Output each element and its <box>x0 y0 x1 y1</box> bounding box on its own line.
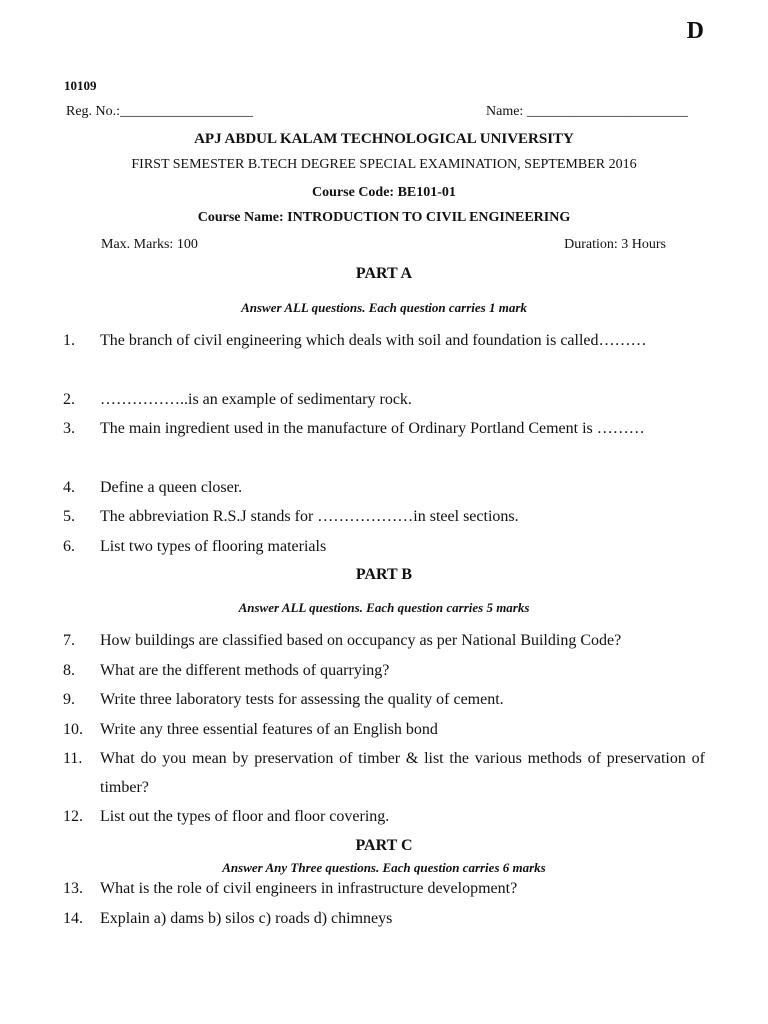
name-field: Name: _______________________ <box>486 104 688 119</box>
part-b-title: PART B <box>355 566 413 583</box>
question-item <box>63 502 705 531</box>
question-text: Explain a) dams b) silos c) roads d) chimneys <box>100 910 393 927</box>
question-item <box>63 715 705 744</box>
question-item <box>63 802 705 831</box>
part-b-instruction: Answer ALL questions. Each question carries 5 marks <box>238 600 530 615</box>
question-number: 2. <box>63 391 75 408</box>
question-text: List out the types of floor and floor covering. <box>100 808 390 825</box>
question-number: 12. <box>63 808 83 825</box>
question-number: 9. <box>63 691 75 708</box>
exam-title: FIRST SEMESTER B.TECH DEGREE SPECIAL EXAMINATION, SEPTEMBER 2016 <box>131 157 637 172</box>
question-item <box>63 326 705 355</box>
part-c-title: PART C <box>355 837 413 854</box>
question-item <box>63 385 705 414</box>
question-number: 5. <box>63 508 75 525</box>
question-number: 13. <box>63 880 83 897</box>
question-text: Write three laboratory tests for assessing the quality of cement. <box>100 691 504 708</box>
question-item <box>63 685 705 714</box>
question-text: How buildings are classified based on occupancy as per National Building Code? <box>100 632 622 649</box>
question-text: Define a queen closer. <box>100 479 243 496</box>
question-item <box>63 744 705 802</box>
question-number: 11. <box>63 750 83 767</box>
question-text: The abbreviation R.S.J stands for ………………in steel sections. <box>100 508 519 525</box>
question-number: 10. <box>63 721 83 738</box>
question-item <box>63 626 705 655</box>
part-c-instruction: Answer Any Three questions. Each question carries 6 marks <box>222 860 546 875</box>
university-name: APJ ABDUL KALAM TECHNOLOGICAL UNIVERSITY <box>194 131 574 147</box>
question-text: The main ingredient used in the manufacture of Ordinary Portland Cement is ……… <box>100 420 645 437</box>
question-number: 14. <box>63 910 83 927</box>
question-text: What are the different methods of quarrying? <box>100 662 390 679</box>
set-code: D <box>686 18 704 44</box>
max-marks: Max. Marks: 100 <box>101 237 198 252</box>
question-item <box>63 532 705 561</box>
question-item <box>63 656 705 685</box>
question-number: 1. <box>63 332 75 349</box>
question-item <box>63 874 705 903</box>
question-number: 8. <box>63 662 75 679</box>
course-name: Course Name: INTRODUCTION TO CIVIL ENGINEERING <box>197 210 571 225</box>
duration: Duration: 3 Hours <box>564 237 666 252</box>
question-number: 7. <box>63 632 75 649</box>
question-item <box>63 414 705 443</box>
paper-code: 10109 <box>64 78 97 93</box>
reg-no-field: Reg. No.:___________________ <box>66 104 254 119</box>
question-text: What do you mean by preservation of timber & list the various methods of preservation of timber? <box>100 750 705 796</box>
question-text: What is the role of civil engineers in infrastructure development? <box>100 880 518 897</box>
question-text: Write any three essential features of an English bond <box>100 721 438 738</box>
question-item <box>63 473 705 502</box>
part-a-instruction: Answer ALL questions. Each question carries 1 mark <box>241 300 527 315</box>
question-text: ……………..is an example of sedimentary rock. <box>100 391 412 408</box>
question-number: 3. <box>63 420 75 437</box>
question-text: The branch of civil engineering which deals with soil and foundation is called……… <box>100 332 647 349</box>
question-text: List two types of flooring materials <box>100 538 327 555</box>
question-number: 4. <box>63 479 75 496</box>
course-code: Course Code: BE101-01 <box>312 185 456 200</box>
question-item <box>63 904 705 933</box>
question-number: 6. <box>63 538 75 555</box>
part-a-title: PART A <box>355 265 413 282</box>
